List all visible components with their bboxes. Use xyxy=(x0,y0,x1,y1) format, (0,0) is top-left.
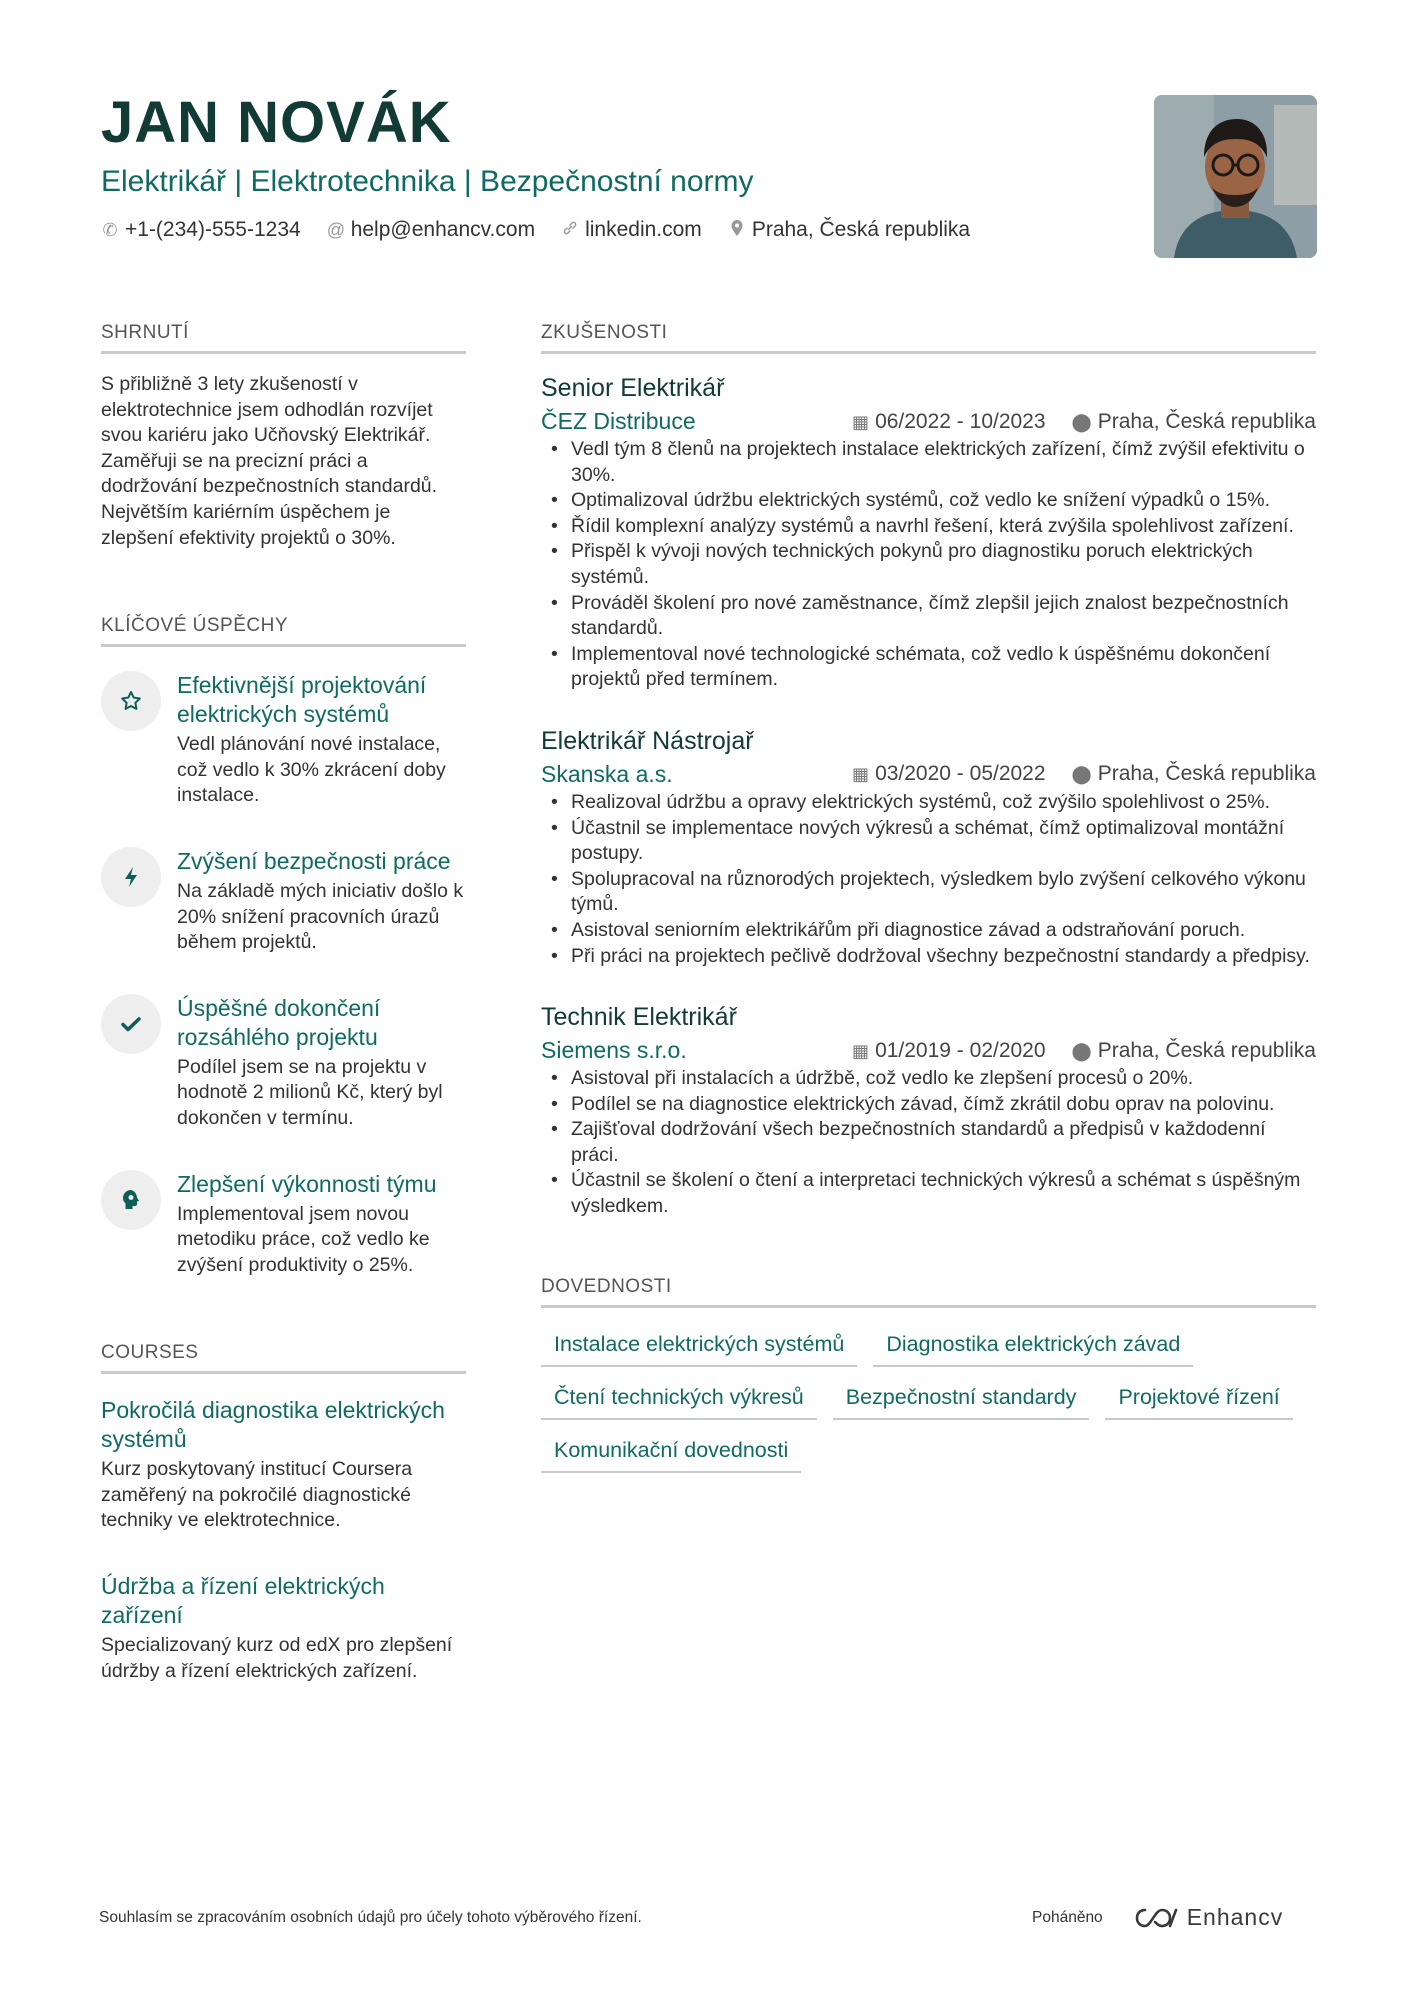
infinity-logo-icon xyxy=(1133,1906,1179,1930)
achievement-item xyxy=(101,1170,466,1279)
job-meta xyxy=(541,408,1316,435)
achievement-desc: Vedl plánování nové instalace, což vedlo k 30% zkrácení doby instalace. xyxy=(177,733,446,807)
location-pin-icon: ⬤ xyxy=(1071,764,1092,785)
check-icon xyxy=(101,994,161,1054)
job-bullet: • Asistoval při instalacích a údržbě, což vedlo ke zlepšení procesů o 20%. xyxy=(541,1066,1316,1092)
skill-tag: Projektové řízení xyxy=(1105,1381,1292,1420)
skill-tag: Diagnostika elektrických závad xyxy=(873,1328,1193,1367)
resume-header xyxy=(101,88,1101,242)
job-bullet: • Při práci na projektech pečlivě dodržoval všechny bezpečnostní standardy a předpisy. xyxy=(541,944,1316,970)
job-bullets xyxy=(541,1066,1316,1220)
star-icon xyxy=(101,671,161,731)
phone-text: +1-(234)-555-1234 xyxy=(125,218,301,241)
job-company: Siemens s.r.o. xyxy=(541,1037,687,1064)
job-location: Praha, Česká republika xyxy=(1097,409,1316,433)
enhancv-logo[interactable] xyxy=(1133,1904,1284,1931)
contact-location xyxy=(728,218,970,242)
location-pin-icon: ⬤ xyxy=(1071,1040,1092,1061)
achievement-item xyxy=(101,994,466,1132)
course-desc: Specializovaný kurz od edX pro zlepšení údržby a řízení elektrických zařízení. xyxy=(101,1634,453,1682)
job-bullets xyxy=(541,437,1316,693)
location-pin-icon xyxy=(728,219,746,242)
courses-heading: COURSES xyxy=(101,1342,466,1374)
footer-branding xyxy=(1032,1904,1283,1931)
powered-label: Poháněno xyxy=(1032,1908,1103,1926)
link-icon xyxy=(561,220,579,241)
achievement-desc: Podílel jsem se na projektu v hodnotě 2 milionů Kč, který byl dokončen v termínu. xyxy=(177,1055,443,1129)
location-text: Praha, Česká republika xyxy=(751,218,971,241)
summary-text: S přibližně 3 lety zkušeností v elektrotechnice jsem odhodlán rozvíjet svou kariéru jako Učňovský Elektrikář. Zaměřuji se na precizní práci a dodržování bezpečnostních standardů. Největším kariérním úspěchem je zlepšení efektivity projektů o 30%. xyxy=(101,373,438,549)
job-entry xyxy=(541,1001,1316,1220)
achievement-desc: Na základě mých iniciativ došlo k 20% snížení pracovních úrazů během projektů. xyxy=(177,879,464,954)
skill-tag: Čtení technických výkresů xyxy=(541,1381,817,1420)
achievement-title: Zlepšení výkonnosti týmu xyxy=(177,1170,437,1197)
candidate-name: JAN NOVÁK xyxy=(101,90,452,155)
job-meta xyxy=(541,1037,1316,1064)
skill-tag: Komunikační dovednosti xyxy=(541,1434,801,1473)
job-company: ČEZ Distribuce xyxy=(541,408,696,434)
job-dates: 01/2019 - 02/2020 xyxy=(875,1038,1046,1062)
contact-row xyxy=(101,218,1101,242)
job-bullet: • Účastnil se implementace nových výkresů a schémat, čímž optimalizoval montážní postupy. xyxy=(541,816,1316,867)
consent-text: Souhlasím se zpracováním osobních údajů pro účely tohoto výběrového řízení. xyxy=(99,1909,642,1926)
calendar-icon: ▦ xyxy=(852,764,870,785)
summary-heading: SHRNUTÍ xyxy=(101,322,466,354)
email-text[interactable]: help@enhancv.com xyxy=(350,218,536,241)
job-bullet: • Podílel se na diagnostice elektrických závad, čímž zkrátil dobu oprav na polovinu. xyxy=(541,1092,1316,1118)
achievement-title: Efektivnější projektování elektrických systémů xyxy=(177,672,427,728)
contact-email[interactable] xyxy=(327,218,535,242)
bolt-icon xyxy=(101,847,161,907)
job-bullet: • Zajišťoval dodržování všech bezpečnostních standardů a předpisů v každodenní práci. xyxy=(541,1117,1316,1168)
achievement-title: Zvýšení bezpečnosti práce xyxy=(177,847,451,874)
contact-phone xyxy=(101,218,301,242)
job-bullet: • Realizoval údržbu a opravy elektrických systémů, což zvýšilo spolehlivost o 25%. xyxy=(541,790,1316,816)
job-entry xyxy=(541,725,1316,969)
linkedin-text[interactable]: linkedin.com xyxy=(585,218,702,241)
job-dates: 06/2022 - 10/2023 xyxy=(875,409,1046,433)
at-icon: @ xyxy=(326,219,345,240)
phone-icon: ✆ xyxy=(102,219,118,240)
job-bullet: • Řídil komplexní analýzy systémů a navrhl řešení, která zvýšila spolehlivost zařízení. xyxy=(541,514,1316,540)
job-bullet: • Implementoval nové technologické schémata, což vedlo k úspěšnému dokončení projektů před termínem. xyxy=(541,642,1316,693)
contact-linkedin[interactable] xyxy=(561,218,702,242)
job-bullet: • Prováděl školení pro nové zaměstnance, čímž zlepšil jejich znalost bezpečnostních standardů. xyxy=(541,591,1316,642)
brand-name: Enhancv xyxy=(1186,1904,1284,1930)
course-desc: Kurz poskytovaný institucí Coursera zaměřený na pokročilé diagnostické techniky ve elektrotechnice. xyxy=(101,1458,413,1532)
achievement-item xyxy=(101,671,466,809)
job-bullet: • Účastnil se školení o čtení a interpretaci technických výkresů a schémat s úspěšným výsledkem. xyxy=(541,1168,1316,1219)
job-company: Skanska a.s. xyxy=(541,760,673,787)
course-title: Údržba a řízení elektrických zařízení xyxy=(101,1573,385,1629)
job-location: Praha, Česká republika xyxy=(1097,1038,1316,1062)
job-bullet: • Asistoval seniorním elektrikářům při diagnostice závad a odstraňování poruch. xyxy=(541,918,1316,944)
achievement-item xyxy=(101,847,466,956)
achievement-desc: Implementoval jsem novou metodiku práce, což vedlo ke zvýšení produktivity o 25%. xyxy=(177,1202,430,1276)
calendar-icon: ▦ xyxy=(852,411,870,432)
brain-icon xyxy=(101,1170,161,1230)
job-entry xyxy=(541,372,1316,693)
candidate-title: Elektrikář | Elektrotechnika | Bezpečnostní normy xyxy=(101,165,754,198)
calendar-icon: ▦ xyxy=(852,1040,870,1061)
job-bullet: • Spolupracoval na různorodých projektech, výsledkem bylo zvýšení celkového výkonu týmů. xyxy=(541,867,1316,918)
job-location: Praha, Česká republika xyxy=(1097,762,1316,786)
skills-heading: DOVEDNOSTI xyxy=(541,1276,1316,1308)
job-role: Elektrikář Nástrojař xyxy=(541,726,754,755)
profile-photo xyxy=(1154,95,1317,258)
skill-tag: Bezpečnostní standardy xyxy=(833,1381,1090,1420)
job-bullets xyxy=(541,790,1316,969)
job-meta xyxy=(541,761,1316,788)
achievements-heading: KLÍČOVÉ ÚSPĚCHY xyxy=(101,615,466,647)
skills-list xyxy=(541,1328,1331,1473)
achievement-title: Úspěšné dokončení rozsáhlého projektu xyxy=(177,994,381,1050)
job-role: Senior Elektrikář xyxy=(541,374,725,402)
skill-tag: Instalace elektrických systémů xyxy=(541,1328,857,1367)
course-title: Pokročilá diagnostika elektrických systémů xyxy=(101,1397,445,1453)
job-role: Technik Elektrikář xyxy=(541,1003,737,1032)
left-column xyxy=(101,322,466,1684)
job-bullet: • Přispěl k vývoji nových technických pokynů pro diagnostiku poruch elektrických systémů. xyxy=(541,539,1316,590)
experience-heading: ZKUŠENOSTI xyxy=(541,322,1316,354)
right-column xyxy=(541,322,1316,1473)
job-dates: 03/2020 - 05/2022 xyxy=(875,762,1046,786)
job-bullet: • Optimalizoval údržbu elektrických systémů, což vedlo ke snížení výpadků o 15%. xyxy=(541,488,1316,514)
job-bullet: • Vedl tým 8 členů na projektech instalace elektrických zařízení, čímž zvýšil efektivitu o 30%. xyxy=(541,437,1316,488)
location-pin-icon: ⬤ xyxy=(1071,411,1092,432)
